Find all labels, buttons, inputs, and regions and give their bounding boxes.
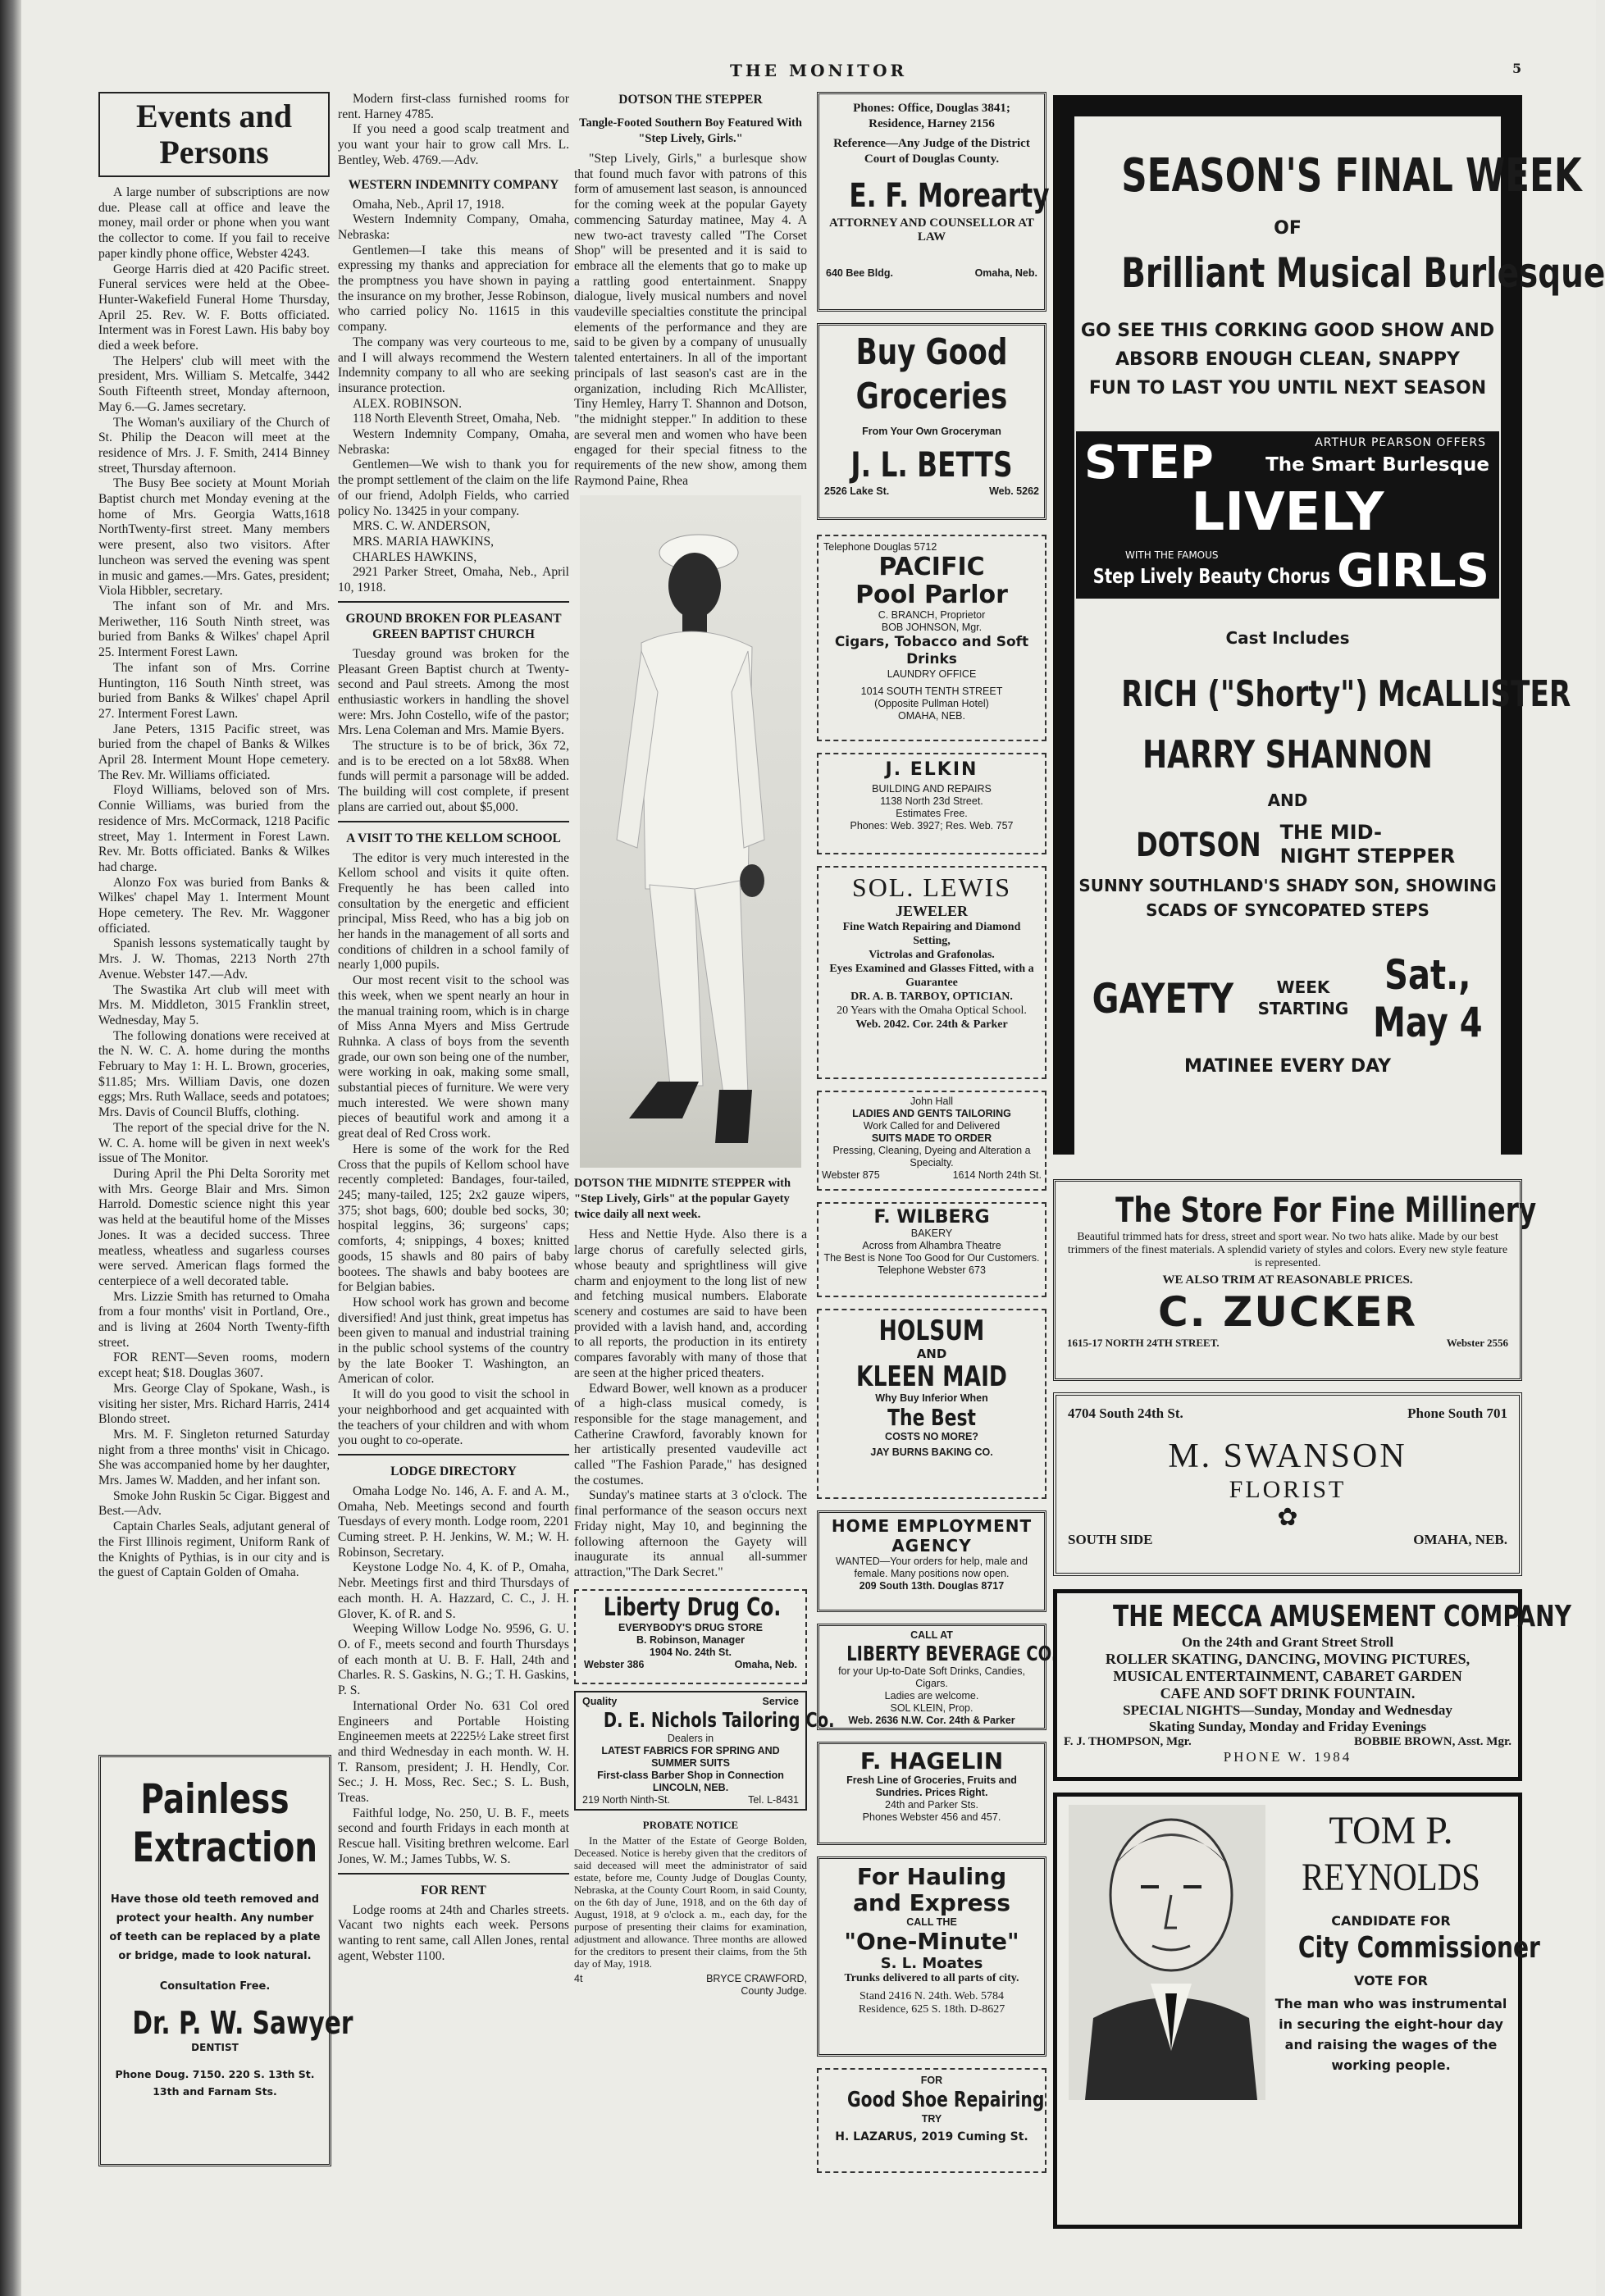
mecca-line4: MUSICAL ENTERTAINMENT, CABARET GARDEN (1113, 1668, 1462, 1684)
heading-western-indemnity: WESTERN INDEMNITY COMPANY (348, 177, 559, 192)
libbev-line2: for your Up-to-Date Soft Drinks, Candies, Cigars. (838, 1665, 1025, 1689)
nichols-title: D. E. Nichols Tailoring Co. (603, 1707, 835, 1732)
classified-paragraph: Modern first-class furnished rooms for rent. Harney 4785. (338, 92, 569, 121)
dentist-name: Dr. P. W. Sawyer (132, 2005, 353, 2041)
mecca-line6: SPECIAL NIGHTS—Sunday, Monday and Wednesday (1123, 1702, 1452, 1718)
wilberg-ad (817, 1202, 1046, 1297)
probate-body: In the Matter of the Estate of George Bolden, Deceased. Notice is hereby given that the creditors of said deceased will meet the administrator of said estate, before me, County Judge of Douglas County, Nebraska, at the County Court Room, in said County, on the 6th day of June, 1918, and on the 6th day of August, 1918, at 9 o'clock a. m., each day, for the purpose of presenting their claims for examination, adjustment and allowance. Three months are allowed for the creditors to present their claims, from the 5th day of May, 1918. (574, 1834, 807, 1970)
letter-paragraph: Gentlemen—I take this means of expressing my thanks and appreciation for the promptness you have shown in paying the insurance on my brother, Jesse Robinson, who carried policy No. 11615 in this company. (338, 243, 569, 335)
lodge-paragraph: Weeping Willow Lodge No. 9596, G. U. O. of F., meets second and fourth Thursdays of each month at U. B. F. Hall, 24th and Charles. R. S. Gaskins, N. G.; T. H. Gaskins, P. S. (338, 1622, 569, 1698)
nichols-line1: Dealers in (667, 1732, 714, 1744)
reynolds-ad (1053, 1793, 1540, 2229)
events-paragraph: The infant son of Mrs. Corrine Huntington, 116 South Ninth street, was buried from Banks & Wilkes' chapel April 27. Interment Forest Lawn. (98, 660, 330, 721)
girls-word: GIRLS (1337, 544, 1489, 598)
reynolds-candidate: CANDIDATE FOR (1331, 1913, 1451, 1929)
nichols-address: 219 North Ninth-St. (582, 1793, 670, 1806)
wilberg-line3: The Best is None Too Good for Our Customers. (823, 1252, 1040, 1264)
dotson-photo (580, 495, 801, 1168)
events-paragraph: A large number of subscriptions are now due. Please call at office and leave the money, mail order or phone when you want the collector to come. If you fail to receive paper kindly phone office, Webster 4243. (98, 185, 330, 261)
betts-line1: Buy Good (855, 331, 1008, 373)
portrait-illustration (1069, 1805, 1265, 2100)
reynolds-vote: VOTE FOR (1354, 1973, 1428, 1988)
probate-signature-title: County Judge. (741, 1984, 807, 1997)
libbev-title: LIBERTY BEVERAGE CO. (846, 1642, 1058, 1665)
liberty-drug-line3: 1904 No. 24th St. (649, 1646, 732, 1658)
liberty-drug-phone: Webster 386 (584, 1658, 645, 1670)
events-paragraph: Smoke John Ruskin 5c Cigar. Biggest and Best.—Adv. (98, 1488, 330, 1519)
elkin-name: J. ELKIN (885, 759, 978, 780)
letter-paragraph: 2921 Parker Street, Omaha, Neb., April 10, 1918. (338, 565, 569, 595)
zucker-name: C. ZUCKER (1157, 1288, 1418, 1336)
step-lively-box (1076, 431, 1499, 599)
kellom-paragraph: The editor is very much interested in the Kellom school and visits it quite often. Frequently he has been called into consultation by the energetic and efficient principal, Miss Reed, who has a big job on her hands in the management of all sorts and conditions of children in a school family of nearly 1,000 pupils. (338, 850, 569, 973)
nichols-tel: Tel. L-8431 (748, 1793, 799, 1806)
betts-address: 2526 Lake St. (824, 485, 890, 497)
zucker-trim: WE ALSO TRIM AT REASONABLE PRICES. (1162, 1273, 1413, 1287)
betts-line2: Groceries (855, 376, 1008, 417)
hagelin-ad (817, 1742, 1046, 1845)
events-heading: Events and Persons (135, 98, 293, 171)
kellom-paragraph: Our most recent visit to the school was this week, when we spent nearly an hour in the manual training room, which is in charge of Miss Anna Myers and Miss Gertrude Ruhnka. A class of boys from the seventh grade, our own son being one of the number, were working in oak, making some small, substantial pieces of furniture. We were very much interested. We were shown many pieces of beautiful work and among it a great deal of Red Cross work. (338, 973, 569, 1141)
hagelin-line3: Phones Webster 456 and 457. (862, 1811, 1001, 1823)
elkin-line3: Estimates Free. (896, 808, 968, 819)
classified-paragraph: If you need a good scalp treatment and you want your hair to grow call Mrs. L. Bentley, Web. 4769.—Adv. (338, 122, 569, 167)
lazarus-line2: Good Shoe Repairing (847, 2088, 1045, 2112)
reynolds-portrait (1069, 1805, 1265, 2100)
employment-line1: HOME EMPLOYMENT (831, 1516, 1033, 1536)
lewis-line7: Web. 2042. Cor. 24th & Parker (855, 1018, 1008, 1031)
page-number: 5 (1512, 61, 1522, 76)
swanson-side: SOUTH SIDE (1068, 1532, 1153, 1547)
hall-line2: Work Called for and Delivered (863, 1120, 1001, 1132)
mecca-line5: CAFE AND SOFT DRINK FOUNTAIN. (1160, 1685, 1416, 1702)
events-paragraph: Spanish lessons systematically taught by Mrs. J. W. Thomas, 2213 North 27th Avenue. Webster 147.—Adv. (98, 936, 330, 982)
events-paragraph: FOR RENT—Seven rooms, modern except heat; $18. Douglas 3607. (98, 1351, 330, 1381)
cast-and: AND (1267, 790, 1308, 810)
morearty-name: E. F. Morearty (849, 176, 1050, 215)
lazarus-ad (817, 2068, 1046, 2173)
mecca-line2: On the 24th and Grant Street Stroll (1181, 1634, 1394, 1650)
pacific-address: 1014 SOUTH TENTH STREET (860, 686, 1003, 697)
zucker-ad (1053, 1179, 1537, 1381)
pacific-subtitle: Pool Parlor (855, 581, 1008, 609)
gayety-line3: Brilliant Musical Burlesque (1121, 249, 1605, 297)
libbev-line3: Ladies are welcome. (884, 1690, 979, 1702)
masthead-title: THE MONITOR (730, 61, 908, 80)
mecca-manager: F. J. THOMPSON, Mgr. (1064, 1735, 1192, 1748)
dentist-body: Have those old teeth removed and protect your health. Any number of teeth can be replaced by a plate or bridge, made to look natural. (109, 1893, 321, 1962)
probate-signature: BRYCE CRAWFORD, (706, 1972, 807, 1984)
lodge-paragraph: Omaha Lodge No. 146, A. F. and A. M., Omaha, Neb. Meetings second and fourth Tuesdays of every month. Lodge room, 2201 Cuming street. P. H. Jenkins, W. M.; W. H. Robinson, Secretary. (338, 1483, 569, 1560)
swanson-address: 4704 South 24th St. (1068, 1405, 1183, 1421)
mecca-asst-manager: BOBBIE BROWN, Asst. Mgr. (1354, 1735, 1512, 1748)
liberty-beverage-ad (817, 1624, 1058, 1730)
nichols-line3: First-class Barber Shop in Connection (597, 1769, 784, 1781)
kellom-paragraph: It will do you good to visit the school in your neighborhood and get acquainted with the teachers of your children and with whom you ought to co-operate. (338, 1387, 569, 1448)
letter-paragraph: MRS. MARIA HAWKINS, (353, 534, 495, 549)
letter-paragraph: The company was very courteous to me, and I will always recommend the Western Indemnity company to all who are seeking insurance protection. (338, 335, 569, 395)
letter-paragraph: Gentlemen—We wish to thank you for the prompt settlement of the claim on the life of our friend, Adolph Fields, who carried policy No. 13425 in your company. (338, 458, 569, 518)
pacific-proprietor: C. BRANCH, Proprietor (878, 609, 986, 621)
letter-paragraph: Western Indemnity Company, Omaha, Nebraska: (338, 212, 569, 242)
liberty-drug-line1: EVERYBODY'S DRUG STORE (618, 1621, 763, 1633)
moates-line7: Stand 2416 N. 24th. Web. 5784 (859, 1990, 1004, 2002)
mecca-ad (1053, 1589, 1571, 1781)
events-paragraph: George Harris died at 420 Pacific street. Funeral services were held at the Obee-Hunter-Wakefield Funeral Home Thursday, April 25. Rev. W. F. Botts officiated. Interment was in Forest Lawn. His baby boy died a week before. (98, 262, 330, 353)
gayety-line6: FUN TO LAST YOU UNTIL NEXT SEASON (1088, 378, 1487, 399)
lewis-ad (817, 866, 1046, 1079)
pacific-products: Cigars, Tobacco and Soft Drinks (834, 634, 1029, 667)
dotson-figure-illustration (580, 495, 801, 1168)
cast-tagline2: SCADS OF SYNCOPATED STEPS (1146, 900, 1429, 920)
holsum-line5: The Best (887, 1404, 976, 1431)
reynolds-blurb: The man who was instrumental in securing the eight-hour day and raising the wages of the working people. (1274, 1996, 1507, 2073)
employment-ad (817, 1510, 1046, 1612)
events-paragraph: Mrs. George Clay of Spokane, Wash., is visiting her sister, Mrs. Richard Harris, 2414 Blondo street. (98, 1381, 330, 1427)
events-paragraphs (98, 185, 330, 1581)
subheading-dotson: Tangle-Footed Southern Boy Featured With "Step Lively, Girls." (579, 116, 802, 145)
cast-mcallister: RICH ("Shorty") McALLISTER (1121, 673, 1571, 715)
swanson-ad (1053, 1392, 1522, 1576)
hagelin-line1: Fresh Line of Groceries, Fruits and Sundries. Prices Right. (846, 1774, 1017, 1798)
morearty-address: 640 Bee Bldg. (826, 266, 893, 279)
photo-caption: DOTSON THE MIDNITE STEPPER with "Step Lively, Girls" at the popular Gayety twice daily all next week. (574, 1177, 791, 1222)
events-paragraph: The Busy Bee society at Mount Moriah Baptist church met Monday evening at the home of Mrs. Georgia Watts,1618 NorthTwenty-first street. Many members were present, also two visitors. After luncheon was served the evening was spent in music and games.—Mrs. Gates, president; Viola Hibbler, secretary. (98, 476, 330, 599)
events-paragraph: Floyd Williams, beloved son of Mrs. Connie Williams, was buried from the residence of Mrs. McCormack, 1218 Pacific street, May 1. Interment in Forest Lawn. Rev. Mr. Botts officiated. Banks & Wilkes had charge. (98, 783, 330, 874)
page-spine-shadow (0, 0, 21, 2296)
cast-tagline1: SUNNY SOUTHLAND'S SHADY SON, SHOWING (1078, 876, 1497, 895)
events-paragraph: Captain Charles Seals, adjutant general of the First Illinois regiment, Uniform Rank of the Knights of Pythias, is in our city and is the guest of Captain Golden of Omaha. (98, 1519, 330, 1580)
swanson-florist: FLORIST (1229, 1476, 1347, 1503)
morearty-role: ATTORNEY AND COUNSELLOR AT LAW (829, 216, 1034, 244)
step-presenter: ARTHUR PEARSON OFFERS (1315, 436, 1486, 449)
wilberg-name: F. WILBERG (873, 1207, 990, 1228)
moates-line4: "One-Minute" (844, 1928, 1019, 1955)
moates-line2: and Express (853, 1889, 1010, 1916)
lodge-paragraph: Faithful lodge, No. 250, U. B. F., meets second and fourth Fridays in each month at Rescue hall. Visiting brethren welcome. Earl Jones, W. M.; James Tubbs, W. S. (338, 1806, 569, 1866)
zucker-phone: Webster 2556 (1446, 1337, 1508, 1349)
flower-icon: ✿ (1277, 1503, 1298, 1532)
dentist-phone: Phone Doug. 7150. 220 S. 13th St. (115, 2068, 315, 2080)
probate-number: 4t (574, 1972, 583, 1984)
reynolds-text (1272, 1808, 1540, 2075)
elkin-line1: BUILDING AND REPAIRS (872, 783, 992, 795)
holsum-ad (817, 1309, 1046, 1499)
lazarus-line1: FOR (920, 2075, 943, 2086)
events-paragraph: The Helpers' club will meet with the president, Mrs. William S. Metcalfe, 3442 South Fifteenth street, Monday afternoon, May 6.—G. James secretary. (98, 353, 330, 414)
events-paragraph: The infant son of Mr. and Mrs. Meriwether, 116 South Ninth street, was buried from Banks & Wilkes' chapel April 25. Interment Forest Lawn. (98, 599, 330, 660)
lodge-paragraph: International Order No. 631 Col ored Engineers and Portable Hoisting Engineemen meets at 2225½ Lake street first and third Wednesday in each month. W. H. T. Ransom, president; J. H. Hendly, Cor. Sec.; J. H. Moss, Rec. Sec.; S. L. Bush, Treas. (338, 1698, 569, 1806)
heading-lodge-directory: LODGE DIRECTORY (390, 1464, 517, 1478)
holsum-line2: AND (916, 1346, 947, 1361)
betts-phone: Web. 5262 (989, 485, 1039, 497)
cast-shannon: HARRY SHANNON (1142, 732, 1433, 777)
hall-address: 1614 North 24th St. (952, 1169, 1042, 1181)
swanson-name: M. SWANSON (1168, 1437, 1407, 1475)
nichols-line4: LINCOLN, NEB. (652, 1781, 729, 1793)
moates-line5: S. L. Moates (880, 1955, 983, 1972)
kellom-paragraph: How school work has grown and become diversified! And just think, great impetus has been given to manual and industrial training in the public school systems of the country by the late Booker T. Washington, an American of color. (338, 1295, 569, 1387)
heading-dotson: DOTSON THE STEPPER (618, 93, 763, 107)
dotson-paragraph: Hess and Nettie Hyde. Also there is a large chorus of carefully selected girls, whose beauty and sprightliness will give charm and enjoyment to the long list of new and fetching musical numbers. Elaborate scenery and costumes are said to have been provided with a lavish hand, and, according to all reports, the production in its entirety compares favorably with many of those that are seen at the higher priced theaters. (574, 1228, 807, 1380)
holsum-line1: HOLSUM (878, 1314, 985, 1347)
libbev-line0: CALL AT (910, 1629, 953, 1641)
gayety-date: Sat., May 4 (1373, 951, 1483, 1046)
gayety-matinee: MATINEE EVERY DAY (1183, 1056, 1392, 1077)
letter-paragraph: MRS. C. W. ANDERSON, (353, 519, 490, 534)
employment-line2: AGENCY (891, 1536, 972, 1556)
betts-line3: From Your Own Groceryman (862, 426, 1001, 437)
gayety-week: WEEK (1276, 977, 1330, 997)
gayety-line4: GO SEE THIS CORKING GOOD SHOW AND (1080, 321, 1495, 341)
gayety-line1: SEASON'S FINAL WEEK (1121, 149, 1582, 203)
dentist-title-1: Painless (140, 1775, 290, 1823)
liberty-drug-line2: B. Robinson, Manager (636, 1633, 745, 1646)
libbev-line4: SOL KLEIN, Prop. (890, 1702, 973, 1714)
events-paragraph: Jane Peters, 1315 Pacific street, was buried from the chapel of Banks & Wilkes April 28. Interment Mount Hope cemetery. The Rev. Mr. Williams officiated. (98, 722, 330, 782)
elkin-ad (817, 753, 1046, 854)
gayety-ad (1053, 95, 1605, 1155)
gayety-name: GAYETY (1092, 975, 1234, 1023)
pacific-laundry: LAUNDRY OFFICE (887, 668, 977, 680)
lewis-line2: Fine Watch Repairing and Diamond Setting, (842, 921, 1021, 947)
church-paragraph: The structure is to be of brick, 36x 72, and is to be erected on a lot 58x88. When funds will permit a parsonage will be added. The building will cost complete, if present plans are carried out, about $5,000. (338, 739, 569, 814)
gayety-date-row (1074, 951, 1501, 1046)
liberty-drug-ad (574, 1589, 807, 1684)
lazarus-line4: H. LAZARUS, 2019 Cuming St. (835, 2130, 1028, 2143)
step-word: STEP (1084, 436, 1214, 490)
moates-line8: Residence, 625 S. 18th. D-8627 (858, 2003, 1005, 2016)
events-paragraph: The report of the special drive for the N. W. C. A. home will be given in next week's issue of The Monitor. (98, 1120, 330, 1166)
wilberg-line1: BAKERY (910, 1228, 953, 1239)
dentist-title-2: Extraction (132, 1824, 318, 1871)
mecca-phone: PHONE W. 1984 (1223, 1749, 1352, 1765)
cast-dotson: DOTSON (1135, 827, 1261, 864)
morearty-city: Omaha, Neb. (974, 266, 1037, 279)
dotson-paragraph: Sunday's matinee starts at 3 o'clock. The final performance of the season occurs next Friday night, May 10, and beginning the following afternoon the Gayety will inaugurate its annual all-summer attraction,"The Dark Secret." (574, 1488, 807, 1579)
church-paragraph: Tuesday ground was broken for the Pleasant Green Baptist church at Twenty-second and Paul streets. Among the most enthusiastic workers in handling the shovel were: Mrs. John Costello, wife of the pastor; Mrs. Lena Coleman and Mrs. Mamie Byers. (338, 646, 569, 738)
holsum-line3: KLEEN MAID (856, 1360, 1007, 1393)
pacific-ad (817, 535, 1046, 741)
liberty-drug-title: Liberty Drug Co. (603, 1592, 782, 1622)
cast-label: Cast Includes (1225, 628, 1350, 648)
employment-line4: 209 South 13th. Douglas 8717 (859, 1580, 1005, 1592)
letter-paragraph: CHARLES HAWKINS, (353, 549, 477, 564)
dentist-address: 13th and Farnam Sts. (153, 2085, 277, 2098)
events-paragraph: During April the Phi Delta Sorority met with Mrs. George Blair and Mrs. Simon Harrold. Domestic science night this year was held at the beautiful home of the Misses Jones. It was a decided success. Three meatless, wheatless and sugarless courses were served. American flags formed the centerpiece of a well decorated table. (98, 1167, 330, 1288)
kellom-paragraph: Here is some of the work for the Red Cross that the pupils of Kellom school have recently completed: Bandages, four-tailed, 245; many-tailed, 125; 2x2 gauze wipers, 375; shot bags, 600; double bed socks, 30; hospital leggins, 36; surgeons' caps; comforts, 4; snippings, 4 boxes; knitted goods, 15 shawls and 80 pairs of baby bootees. The shawls and baby bootees are for Belgian babies. (338, 1141, 569, 1295)
libbev-line5: Web. 2636 N.W. Cor. 24th & Parker (848, 1715, 1015, 1726)
elkin-line4: Phones: Web. 3927; Res. Web. 757 (850, 820, 1014, 831)
probate-title: PROBATE NOTICE (642, 1818, 739, 1831)
events-paragraph: Mrs. Lizzie Smith has returned to Omaha from a four months' visit in Portland, Ore., and is living at 2604 North Twenty-fifth street. (98, 1289, 330, 1350)
cast-dotson-tag1: THE MID- (1279, 821, 1382, 844)
column-display-ads (1053, 95, 1605, 2244)
hall-phone: Webster 875 (822, 1169, 880, 1181)
zucker-address: 1615-17 NORTH 24TH STREET. (1067, 1337, 1220, 1349)
moates-line1: For Hauling (856, 1863, 1007, 1890)
pacific-landmark: (Opposite Pullman Hotel) (874, 698, 989, 709)
nichols-line2: LATEST FABRICS FOR SPRING AND SUMMER SUITS (601, 1744, 780, 1769)
zucker-body: Beautiful trimmed hats for dress, street and sport wear. No two hats alike. Made by our best trimmers of the finest materials. A splendid variety of styles and colors. Every new style feature is represented. (1067, 1231, 1508, 1269)
events-paragraph: Mrs. M. F. Singleton returned Saturday night from a three months' visit in Chicago. She was accompanied home by her daughter, Mrs. James W. Madden, and her infant son. (98, 1427, 330, 1488)
nichols-ad (574, 1691, 835, 1811)
morearty-phones: Phones: Office, Douglas 3841; Residence, Harney 2156 (853, 102, 1010, 130)
betts-name: J. L. BETTS (850, 444, 1013, 485)
pacific-city: OMAHA, NEB. (898, 710, 965, 722)
employment-line3: WANTED—Your orders for help, male and female. Many positions now open. (836, 1556, 1028, 1579)
hall-owner: John Hall (910, 1096, 954, 1107)
events-paragraph: Alonzo Fox was buried from Banks & Wilkes' chapel May 1. Interment Mount Hope cemetery. The Rev. Mr. Waggoner officiated. (98, 875, 330, 936)
rent-paragraph: Lodge rooms at 24th and Charles streets. Vacant two nights each week. Persons wanting to rent same, call Allen Jones, rental agent, Webster 1100. (338, 1902, 569, 1963)
holsum-line6: COSTS NO MORE? (885, 1431, 978, 1442)
events-paragraph: The following donations were received at the N. W. C. A. home during the months February to May 1: H. L. Brown, groceries, $11.85; Mrs. William Davis, one dozen eggs; Mrs. Ruth Wallace, seeds and potatoes; Mrs. Davis of Council Bluffs, clothing. (98, 1028, 330, 1120)
letter-paragraph: 118 North Eleventh Street, Omaha, Neb. (353, 412, 561, 426)
gayety-line5: ABSORB ENOUGH CLEAN, SNAPPY (1115, 349, 1460, 370)
morearty-reference: Reference—Any Judge of the District Court of Douglas County. (833, 137, 1030, 166)
pacific-title: PACIFIC (878, 553, 985, 581)
hagelin-line2: 24th and Parker Sts. (885, 1799, 978, 1811)
letter-paragraph: Omaha, Neb., April 17, 1918. (353, 197, 504, 212)
lazarus-line3: TRY (921, 2113, 942, 2125)
nichols-quality: Quality (582, 1695, 618, 1707)
wilberg-line4: Telephone Webster 673 (878, 1264, 986, 1276)
hall-line3: SUITS MADE TO ORDER (871, 1132, 992, 1144)
hall-ad (817, 1091, 1046, 1191)
holsum-line7: JAY BURNS BAKING CO. (870, 1446, 993, 1458)
reynolds-first-name: TOM P. (1329, 1809, 1453, 1852)
lewis-line1: JEWELER (895, 903, 969, 919)
zucker-headline: The Store For Fine Millinery (1115, 1190, 1537, 1230)
hall-line1: LADIES AND GENTS TAILORING (852, 1108, 1011, 1119)
holsum-line4: Why Buy Inferior When (875, 1392, 988, 1404)
step-subtitle: The Smart Burlesque (1265, 454, 1489, 476)
heading-for-rent: FOR RENT (421, 1883, 486, 1897)
lively-word: LIVELY (1191, 482, 1384, 543)
moates-ad (817, 1856, 1046, 2057)
dotson-paragraph: Edward Bower, well known as a producer of a high-class musical comedy, is responsible for the stage management, and Catherine Crawford, favorably known for her artistically presented vaudeville act called "The Fashion Parade," has designed the costumes. (574, 1381, 807, 1487)
hagelin-name: F. HAGELIN (859, 1747, 1004, 1774)
events-paragraph: The Woman's auxiliary of the Church of St. Philip the Deacon will meet at the residence of Mrs. J. F. Smith, 2414 Binney street, Thursday afternoon. (98, 415, 330, 476)
swanson-phone: Phone South 701 (1407, 1405, 1507, 1421)
elkin-line2: 1138 North 23d Street. (880, 795, 983, 807)
mecca-line7: Skating Sunday, Monday and Friday Evenings (1148, 1719, 1427, 1734)
dentist-role: DENTIST (191, 2042, 239, 2053)
betts-ad (817, 323, 1046, 520)
wilberg-line2: Across from Alhambra Theatre (862, 1240, 1001, 1251)
hall-line4: Pressing, Cleaning, Dyeing and Alteration a Specialty. (832, 1145, 1031, 1168)
events-heading-box (98, 92, 330, 177)
mecca-title: THE MECCA AMUSEMENT COMPANY (1113, 1600, 1571, 1633)
reynolds-office: City Commissioner (1297, 1931, 1540, 1965)
lodge-paragraph: Keystone Lodge No. 4, K. of P., Omaha, Nebr. Meetings first and third Thursdays of each month. H. A. Hazzard, C. C., J. H. Glover, K. of R. and S. (338, 1560, 569, 1621)
moates-line3: CALL THE (906, 1916, 957, 1928)
dentist-ad (98, 1755, 353, 2166)
column-business-ads (817, 92, 1058, 2257)
cast-dotson-row (1074, 822, 1501, 869)
letter-paragraph: ALEX. ROBINSON. (353, 396, 462, 411)
moates-line6: Trunks delivered to all parts of city. (844, 1972, 1019, 1984)
lewis-name: SOL. LEWIS (851, 872, 1012, 902)
lewis-line5: DR. A. B. TARBOY, OPTICIAN. (850, 991, 1013, 1003)
step-famous: WITH THE FAMOUS (1125, 549, 1219, 561)
mecca-line3: ROLLER SKATING, DANCING, MOVING PICTURES, (1105, 1651, 1470, 1667)
pacific-tel: Telephone Douglas 5712 (823, 541, 937, 553)
pacific-manager: BOB JOHNSON, Mgr. (881, 622, 983, 633)
column-dotson (574, 92, 835, 2265)
step-chorus: Step Lively Beauty Chorus (1092, 564, 1331, 588)
dentist-consult: Consultation Free. (159, 1980, 271, 1993)
heading-kellom-school: A VISIT TO THE KELLOM SCHOOL (346, 831, 561, 845)
morearty-ad (817, 92, 1050, 312)
events-paragraph: The Swastika Art club will meet with Mrs. M. Middleton, 3015 Franklin street, Wednesday, May 5. (98, 982, 330, 1027)
cast-dotson-tag2: NIGHT STEPPER (1279, 845, 1456, 868)
dotson-paragraph: "Step Lively, Girls," a burlesque show that found much favor with patrons of this form of amusement last season, is announced for the coming week at the popular Gayety commencing Saturday matinee, May 4. A new two-act travesty called "The Corset Shop" will be presented and it is said to embrace all the elements that go to make up a rattling good entertainment. Snappy dialogue, lively musical numbers and novel vaudeville specialties constitute the principal elements of the performance and they are said to be given by a company of unusually talented entertainers. In all of the important principals of last season's cast are in the organization, including Rich McAllister, Tiny Hemley, Harry T. Shannon and Dotson, "the midnight stepper." In addition to these are several men and women who have been engaged for their special fitness to the requirements of the new show, among them Raymond Paine, Rhea (574, 152, 807, 488)
reynolds-last-name: REYNOLDS (1302, 1856, 1480, 1899)
column-letters (338, 92, 569, 2261)
lewis-line4: Eyes Examined and Glasses Fitted, with a Guarantee (829, 963, 1034, 989)
liberty-drug-city: Omaha, Neb. (734, 1658, 797, 1670)
gayety-line2: OF (1274, 218, 1302, 239)
nichols-service: Service (762, 1695, 799, 1707)
lewis-line6: 20 Years with the Omaha Optical School. (837, 1004, 1027, 1017)
swanson-city: OMAHA, NEB. (1413, 1532, 1507, 1547)
heading-ground-broken: GROUND BROKEN FOR PLEASANT GREEN BAPTIST CHURCH (345, 611, 562, 641)
gayety-starting: STARTING (1257, 999, 1349, 1018)
letter-paragraph: Western Indemnity Company, Omaha, Nebraska: (338, 427, 569, 457)
lewis-line3: Victrolas and Grafonolas. (869, 949, 995, 961)
